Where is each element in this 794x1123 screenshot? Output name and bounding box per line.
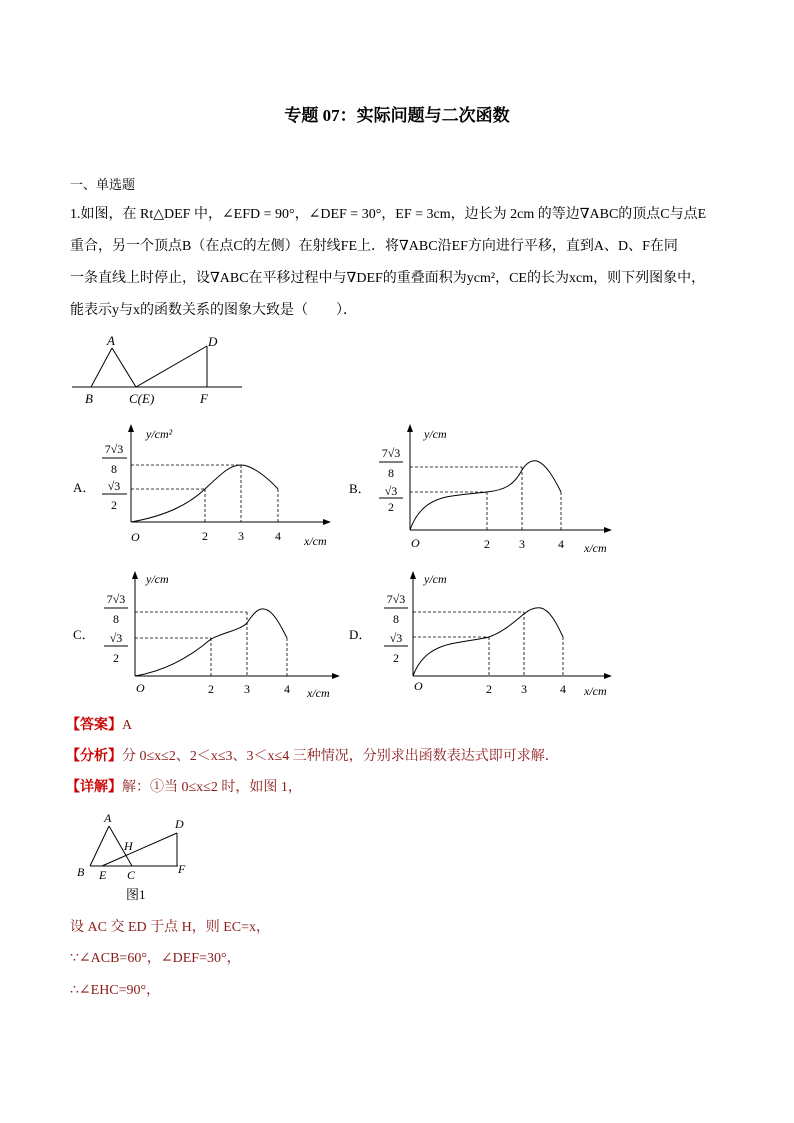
point-label-d: D	[175, 817, 184, 831]
y-axis-label: y/cm²	[146, 427, 173, 441]
y-axis-label: y/cm	[146, 572, 169, 586]
figure-1	[70, 808, 200, 908]
point-label-e: E	[99, 868, 107, 882]
answer-line	[66, 716, 132, 736]
y-axis-arrow	[407, 424, 413, 432]
segment-BA	[90, 826, 109, 866]
x-axis-label: x/cm	[584, 541, 607, 555]
point-label-h: H	[124, 839, 133, 853]
option-c-graph	[95, 565, 345, 700]
section-heading: 一、单选题	[70, 177, 136, 192]
origin-label: O	[411, 536, 420, 550]
segment-ED	[102, 833, 177, 866]
y-axis-arrow	[128, 424, 134, 432]
question-line-4: 能表示y与x的函数关系的图象大致是（ ）．	[70, 303, 357, 318]
option-b-graph	[375, 420, 620, 555]
y-mid-numerator: √3	[389, 631, 403, 645]
x-axis-label: x/cm	[584, 684, 607, 698]
tick-label-2: 2	[484, 537, 490, 551]
y-mid-numerator: √3	[107, 479, 121, 493]
tick-label-4: 4	[275, 529, 281, 543]
x-axis-arrow	[332, 673, 340, 679]
segment-AC	[112, 348, 136, 387]
y-axis-arrow	[132, 571, 138, 579]
analysis-text: 分 0≤x≤2、2＜x≤3、3＜x≤4 三种情况，分别求出函数表达式即可求解．	[122, 749, 559, 764]
y-mid-denominator: 2	[393, 651, 399, 665]
point-label-c: C	[127, 868, 136, 882]
y-axis-arrow	[410, 571, 416, 579]
segment-BA	[91, 348, 112, 387]
y-top-denominator: 8	[388, 466, 394, 480]
point-label-d: D	[208, 334, 218, 349]
tick-label-3: 3	[521, 682, 527, 696]
detail-line	[66, 778, 302, 798]
option-a-label: A．	[73, 480, 96, 495]
x-axis-arrow	[323, 519, 331, 525]
y-axis-label: y/cm	[424, 427, 447, 441]
detail-text: 解：①当 0≤x≤2 时，如图 1，	[122, 780, 302, 795]
x-axis-label: x/cm	[307, 686, 330, 700]
y-top-numerator: 7√3	[386, 592, 406, 606]
tick-label-4: 4	[558, 537, 564, 551]
y-mid-denominator: 2	[388, 500, 394, 514]
x-axis-label: x/cm	[304, 534, 327, 548]
point-label-f: F	[178, 862, 186, 876]
page-title: 专题 07：实际问题与二次函数	[284, 106, 510, 125]
function-curve	[410, 461, 561, 530]
y-top-numerator: 7√3	[104, 442, 124, 456]
point-label-b: B	[85, 391, 93, 406]
tick-label-3: 3	[519, 537, 525, 551]
y-mid-numerator: √3	[384, 484, 398, 498]
option-c-label: C．	[73, 627, 95, 642]
origin-label: O	[414, 679, 423, 693]
x-axis-arrow	[604, 527, 612, 533]
option-d-graph	[375, 565, 620, 700]
answer-value: A	[122, 718, 133, 733]
figure-1-caption: 图1	[126, 887, 146, 902]
point-label-ce: C(E)	[129, 391, 155, 406]
y-mid-denominator: 2	[111, 498, 117, 512]
option-a-graph	[95, 420, 340, 550]
y-mid-denominator: 2	[113, 651, 119, 665]
question-figure	[65, 330, 260, 410]
tick-label-2: 2	[208, 682, 214, 696]
y-axis-label: y/cm	[424, 572, 447, 586]
detail-label: 【详解】	[66, 780, 122, 795]
origin-label: O	[136, 681, 145, 695]
y-top-numerator: 7√3	[381, 446, 401, 460]
y-top-denominator: 8	[113, 612, 119, 626]
solution-step-1: 设 AC 交 ED 于点 H，则 EC=x，	[70, 920, 271, 935]
function-curve	[131, 465, 278, 522]
option-b-label: B．	[349, 481, 371, 496]
point-label-a: A	[107, 333, 115, 348]
tick-label-3: 3	[238, 529, 244, 543]
point-label-f: F	[200, 391, 208, 406]
y-mid-numerator: √3	[109, 631, 123, 645]
y-top-denominator: 8	[393, 612, 399, 626]
point-label-a: A	[104, 811, 112, 825]
origin-label: O	[131, 530, 140, 544]
y-top-numerator: 7√3	[106, 592, 126, 606]
tick-label-4: 4	[560, 682, 566, 696]
question-line-3: 一条直线上时停止，设∇ABC在平移过程中与∇DEF的重叠面积为ycm²，CE的长为xcm，则下列图象中，	[70, 271, 706, 286]
analysis-label: 【分析】	[66, 749, 122, 764]
tick-label-3: 3	[244, 682, 250, 696]
question-line-2: 重合，另一个顶点B（在点C的左侧）在射线FE上．将∇ABC沿EF方向进行平移，直到A、D、F在同	[70, 239, 678, 254]
point-label-b: B	[77, 865, 85, 879]
tick-label-2: 2	[486, 682, 492, 696]
question-line-1: 1.如图，在 Rt△DEF 中，∠EFD = 90°，∠DEF = 30°，EF = 3cm，边长为 2cm 的等边∇ABC的顶点C与点E	[70, 207, 707, 222]
tick-label-2: 2	[202, 529, 208, 543]
x-axis-arrow	[604, 673, 612, 679]
solution-step-3: ∴∠EHC=90°，	[70, 983, 161, 998]
analysis-line	[66, 747, 559, 767]
y-top-denominator: 8	[111, 462, 117, 476]
function-curve	[413, 608, 563, 676]
segment-ED	[136, 346, 207, 387]
tick-label-4: 4	[284, 682, 290, 696]
answer-label: 【答案】	[66, 718, 122, 733]
solution-step-2: ∵∠ACB=60°，∠DEF=30°，	[70, 951, 241, 966]
option-d-label: D．	[349, 627, 372, 642]
